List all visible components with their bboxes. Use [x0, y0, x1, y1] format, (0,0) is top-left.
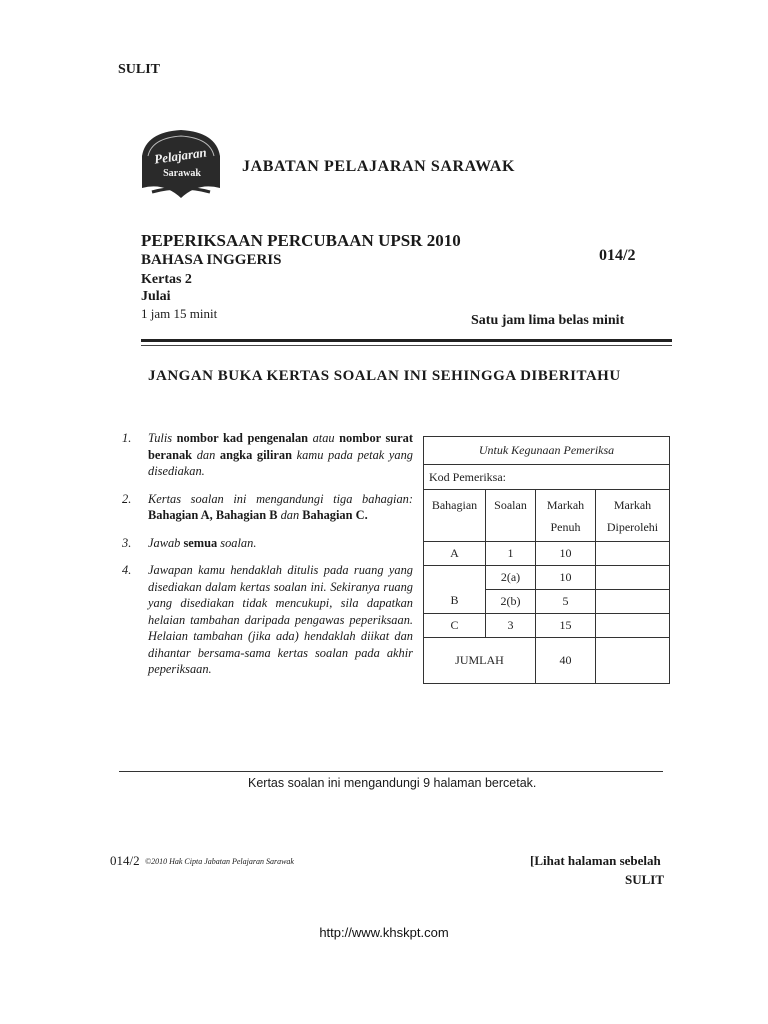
column-header-line: Markah	[546, 498, 585, 512]
instruction-number: 4.	[122, 563, 132, 577]
total-row	[424, 638, 670, 684]
instruction-segment: dan	[196, 447, 220, 462]
soalan-cell: 3	[486, 614, 536, 638]
duration-in-words: Satu jam lima belas minit	[471, 313, 625, 328]
instruction-text	[148, 491, 413, 524]
instruction-number: 1.	[122, 431, 132, 445]
bahagian-cell: C	[424, 614, 486, 638]
source-url-link[interactable]: http://www.khskpt.com	[319, 925, 449, 940]
subject: BAHASA INGGERIS	[141, 252, 282, 268]
markah-penuh-cell: 10	[536, 542, 596, 566]
markah-penuh-cell: 10	[536, 566, 596, 590]
table-row	[424, 614, 670, 638]
column-header-line: Diperolehi	[606, 520, 659, 534]
soalan-cell: 2(a)	[486, 566, 536, 590]
svg-text:Sarawak: Sarawak	[163, 168, 201, 179]
markah-diperolehi-cell	[596, 566, 670, 590]
examiner-use-table	[423, 436, 670, 684]
paper-code: 014/2	[599, 247, 636, 264]
column-header-line: Penuh	[550, 520, 581, 534]
header-divider-thick	[141, 339, 672, 342]
examiner-code-label: Kod Pemeriksa:	[424, 465, 670, 490]
column-header-bahagian: Bahagian	[424, 490, 486, 542]
column-header-soalan: Soalan	[486, 490, 536, 542]
column-header-markah-penuh	[536, 490, 596, 542]
instruction-segment: Bahagian C.	[302, 508, 368, 522]
instruction-segment: Tulis	[148, 431, 177, 445]
copyright-notice: ©2010 Hak Cipta Jabatan Pelajaran Sarawak	[145, 857, 294, 866]
instruction-text	[148, 535, 413, 552]
instruction-item	[118, 535, 413, 552]
bahagian-cell: A	[424, 542, 486, 566]
table-row	[424, 542, 670, 566]
sulit-label-top: SULIT	[118, 62, 161, 77]
exam-title: PEPERIKSAAN PERCUBAAN UPSR 2010	[141, 231, 461, 250]
total-full-marks: 40	[536, 638, 596, 684]
exam-duration: 1 jam 15 minit	[141, 306, 218, 321]
instruction-segment: atau	[312, 431, 340, 445]
markah-diperolehi-cell	[596, 614, 670, 638]
markah-diperolehi-cell	[596, 590, 670, 614]
instruction-segment: Jawapan kamu hendaklah ditulis pada ruang yang disediakan dalam kertas soalan ini. Sekiranya ruang yang disediakan tidak mencukupi, sila dapatkan helaian tambahan daripada pengawas peperiksaan. Helaian tambahan (jika ada) hendaklah diikat dan dihantar bersama-sama kertas soalan pada akhir peperiksaan.	[148, 563, 413, 676]
instruction-segment: soalan.	[220, 535, 257, 550]
column-header-line: Markah	[613, 498, 652, 512]
exam-month: Julai	[141, 289, 171, 304]
instruction-item	[118, 491, 413, 524]
instruction-segment: angka giliran	[219, 447, 297, 462]
instruction-segment: Jawab	[148, 535, 184, 550]
instruction-number: 3.	[122, 535, 132, 550]
instruction-segment: Bahagian A, Bahagian B	[148, 508, 281, 522]
markah-diperolehi-cell	[596, 542, 670, 566]
instruction-item	[118, 430, 413, 480]
instruction-segment: kamu pada petak yang disediakan.	[148, 447, 413, 478]
instruction-segment: dan	[280, 508, 303, 522]
instruction-text	[148, 562, 413, 678]
sulit-label-bottom: SULIT	[625, 872, 665, 887]
total-label: JUMLAH	[424, 638, 536, 684]
svg-text:Pelajaran: Pelajaran	[153, 144, 208, 167]
instruction-item	[118, 562, 413, 678]
instruction-text	[148, 430, 413, 480]
footer-divider	[119, 771, 663, 772]
total-obtained-marks	[596, 638, 670, 684]
footer-paper-code: 014/2	[110, 853, 140, 868]
bahagian-cell: B	[424, 566, 486, 614]
instruction-segment: nombor surat beranak	[148, 431, 413, 462]
column-header-markah-diperolehi	[596, 490, 670, 542]
instruction-segment: semua	[183, 535, 221, 550]
soalan-cell: 2(b)	[486, 590, 536, 614]
see-next-page-note: [Lihat halaman sebelah	[530, 853, 661, 868]
examiner-table-title: Untuk Kegunaan Pemeriksa	[424, 437, 670, 465]
do-not-open-warning: JANGAN BUKA KERTAS SOALAN INI SEHINGGA DIBERITAHU	[148, 368, 621, 384]
markah-penuh-cell: 15	[536, 614, 596, 638]
markah-penuh-cell: 5	[536, 590, 596, 614]
soalan-cell: 1	[486, 542, 536, 566]
instruction-segment: nombor kad pengenalan	[176, 431, 313, 445]
paper-number: Kertas 2	[141, 272, 192, 287]
instruction-number: 2.	[122, 491, 132, 506]
pelajaran-sarawak-logo	[138, 126, 224, 206]
table-row	[424, 566, 670, 590]
header-divider-thin	[141, 345, 672, 346]
instruction-segment: Kertas soalan ini mengandungi tiga bahagian:	[148, 491, 413, 506]
department-name: JABATAN PELAJARAN SARAWAK	[242, 158, 516, 175]
page-count-note: Kertas soalan ini mengandungi 9 halaman bercetak.	[248, 776, 537, 790]
instructions-list	[118, 430, 413, 689]
